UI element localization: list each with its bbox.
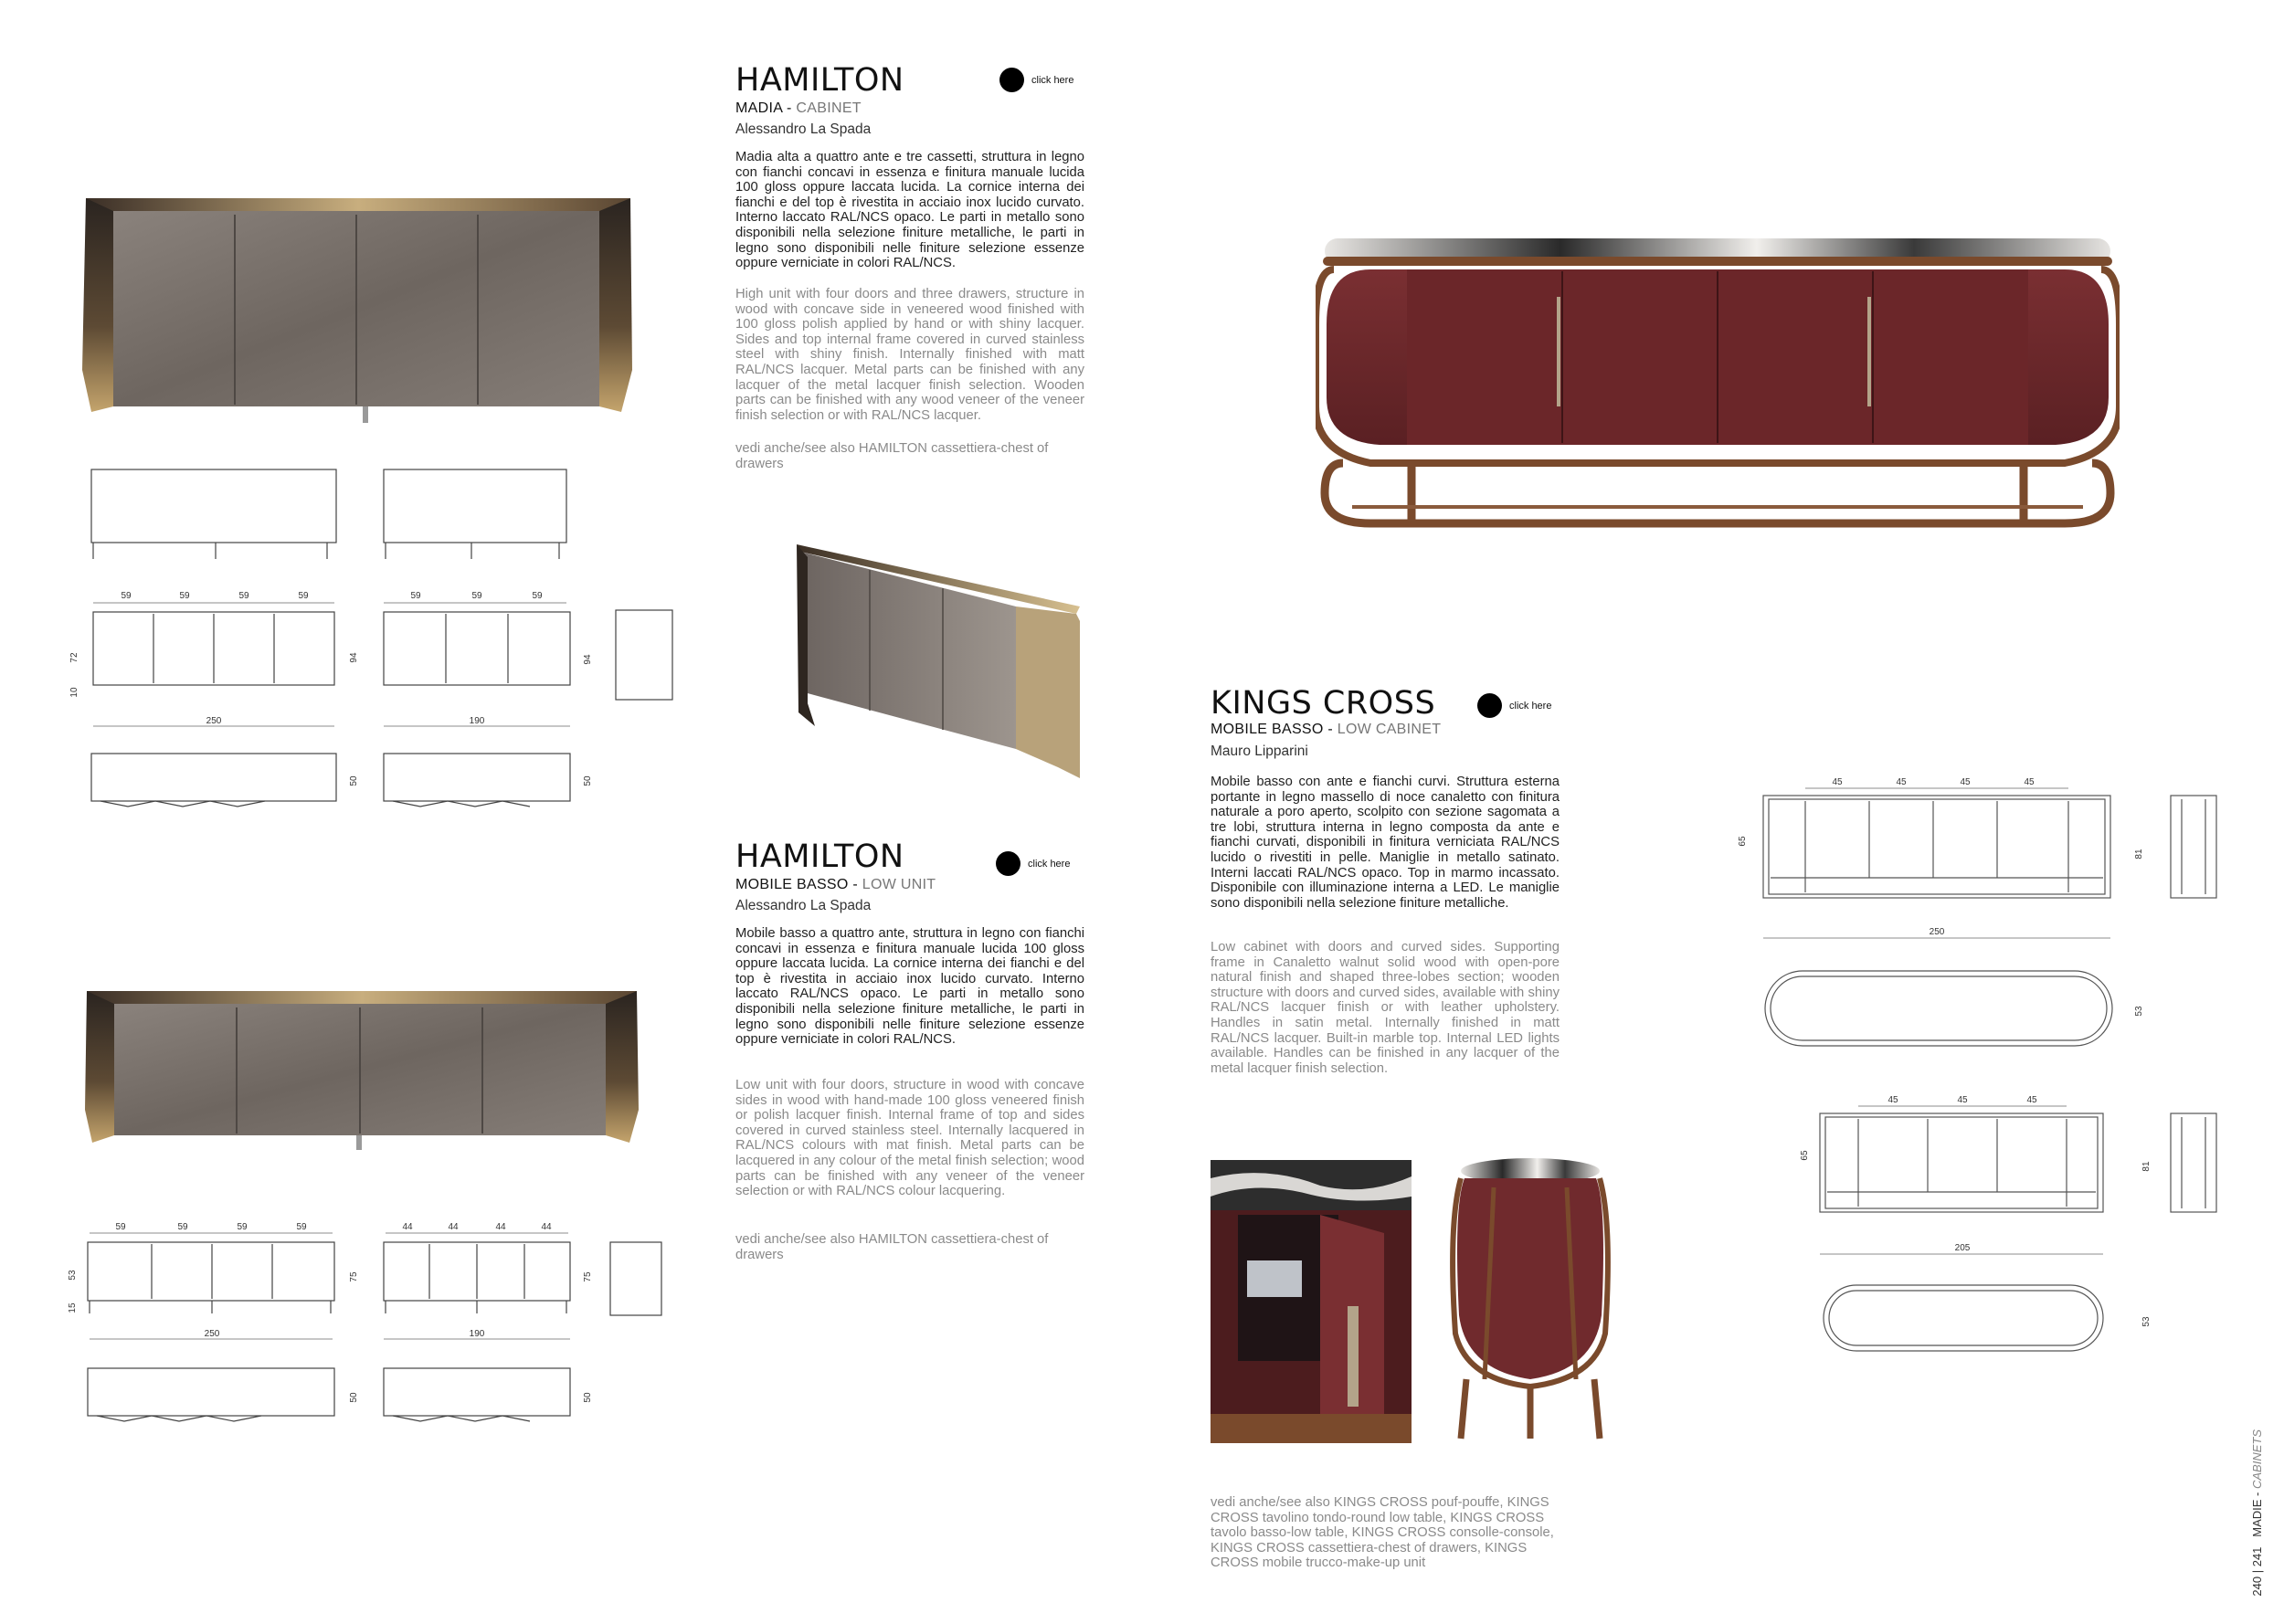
subtitle-it: MADIA - — [735, 100, 797, 116]
dim-label: 75 — [349, 1271, 359, 1282]
dim-label: 59 — [121, 591, 132, 601]
dim-label: 50 — [349, 1392, 359, 1403]
click-here-label: click here — [1028, 858, 1071, 870]
dim-label: 250 — [204, 1329, 220, 1339]
hamilton-cabinet-text-it: Madia alta a quattro ante e tre cassetti, struttura in legno con fianchi concavi in essenza e finitura manuale lucida 100 gloss oppure laccata lucida. La cornice interna dei fianchi e del top è rivestita in acciaio inox lucido curvato. Interno laccato RAL/NCS opaco. Le parti in metallo sono disponibili nella selezione finiture metalliche, le parti in legno sono disponibili nelle finiture selezione essenze oppure verniciate in colori RAL/NCS. — [735, 150, 1084, 271]
page-footer — [2250, 1429, 2264, 1597]
dim-label: 59 — [238, 591, 249, 601]
dim-label: 65 — [1800, 1150, 1810, 1161]
click-here-label: click here — [1031, 74, 1074, 86]
hamilton-low-click-here[interactable] — [996, 851, 1070, 876]
kings-cross-author: Mauro Lipparini — [1211, 743, 1308, 759]
dim-label: 44 — [541, 1222, 552, 1232]
hamilton-low-text-it: Mobile basso a quattro ante, struttura in legno con fianchi concavi in essenza e finitura manuale lucida 100 gloss oppure laccata lucida. La cornice interna dei fianchi e del top è rivestita in acciaio inox lucido curvato. Interno laccato RAL/NCS opaco. Le parti in metallo sono disponibili nella selezione finiture metalliche, le parti in legno sono disponibili nelle finiture selezione essenze oppure verniciate in colori RAL/NCS. — [735, 926, 1084, 1048]
dim-label: 53 — [2141, 1316, 2152, 1327]
dim-label: 190 — [469, 1329, 485, 1339]
kings-cross-detail-photo — [1211, 1160, 1412, 1443]
dim-label: 45 — [1887, 1095, 1898, 1105]
dim-label: 59 — [237, 1222, 248, 1232]
hamilton-low-subtitle — [735, 877, 936, 893]
kings-cross-title: KINGS CROSS — [1211, 685, 1436, 722]
hamilton-low-title: HAMILTON — [735, 838, 904, 875]
hamilton-cabinet-drawings — [55, 457, 694, 822]
kings-cross-text-it: Mobile basso con ante e fianchi curvi. Struttura esterna portante in legno massello di noce canaletto con finitura naturale a poro aperto, scolpito con sezione sagomata a tre lobi, struttura interna in legno composta da ante e fianchi curvati, disponibili in finitura verniciata RAL/NCS lucido o rivestiti in pelle. Maniglie in metallo satinato. Interni laccati RAL/NCS opaco. Top in marmo incassato. Disponibile con illuminazione interna a LED. Le maniglie sono disponibili nella selezione finiture metalliche. — [1211, 775, 1560, 911]
click-here-label: click here — [1509, 700, 1552, 712]
hamilton-cabinet-title: HAMILTON — [735, 62, 904, 99]
section-label: MADIE - — [2250, 1489, 2264, 1537]
kings-cross-text-en: Low cabinet with doors and curved sides. Supporting frame in Canaletto walnut solid wood with open-pore natural finish and shaped three-lobes section; wooden structure with doors and curved sides, available with shiny RAL/NCS lacquer finish or with leather upholstery. Handles in satin metal. Internally finished in matt RAL/NCS lacquer. Built-in marble top. Internal LED lights available. Handles can be finished in any lacquer of the metal lacquer finish selection. — [1211, 940, 1560, 1076]
circle-icon — [1477, 693, 1502, 718]
hamilton-low-see-also: vedi anche/see also HAMILTON cassettiera-chest of drawers — [735, 1232, 1049, 1262]
kings-cross-subtitle — [1211, 722, 1441, 738]
dim-label: 94 — [349, 652, 359, 663]
hamilton-low-drawings — [55, 1215, 694, 1434]
dim-label: 53 — [68, 1270, 78, 1281]
dim-label: 50 — [349, 775, 359, 786]
hamilton-cabinet-click-here[interactable] — [999, 68, 1073, 92]
dim-label: 44 — [495, 1222, 506, 1232]
dim-label: 59 — [179, 591, 190, 601]
kings-cross-side-photo — [1448, 1151, 1613, 1443]
hamilton-cabinet-subtitle — [735, 100, 862, 117]
dim-label: 250 — [1929, 927, 1945, 937]
dim-label: 59 — [298, 591, 309, 601]
subtitle-en: LOW CABINET — [1337, 722, 1442, 737]
dim-label: 45 — [1957, 1095, 1968, 1105]
dim-label: 53 — [2134, 1006, 2144, 1017]
circle-icon — [999, 68, 1024, 92]
dim-label: 45 — [1896, 777, 1907, 787]
hamilton-cabinet-text-en: High unit with four doors and three drawers, structure in wood with concave side in veneered wood finished with 100 gloss polish applied by hand or with shiny lacquer. Sides and top internal frame covered in curved stainless steel with shiny finish. Internally finished with matt RAL/NCS lacquer. Metal parts can be finished with any lacquer of the metal lacquer finish selection. Wooden parts can be finished with any wood veneer of the veneer finish selection or with RAL/NCS lacquer. — [735, 287, 1084, 423]
dim-label: 59 — [410, 591, 421, 601]
dim-label: 59 — [532, 591, 543, 601]
dim-label: 50 — [583, 775, 593, 786]
dim-label: 75 — [583, 1271, 593, 1282]
dim-label: 10 — [69, 687, 79, 698]
dim-label: 205 — [1954, 1243, 1971, 1253]
dim-label: 72 — [69, 652, 79, 663]
hamilton-low-text-en: Low unit with four doors, structure in wood with concave sides in wood with hand-made 100 gloss veneered finish or polish lacquer finish. Internal frame of top and sides covered in curved stainless steel. Internally lacquered in RAL/NCS colours with mat finish. Metal parts can be lacquered in any colour of the metal finish selection; wood parts can be finished with any veneer of the veneer selection or with RAL/NCS colour lacquering. — [735, 1078, 1084, 1199]
kings-cross-see-also: vedi anche/see also KINGS CROSS pouf-pouffe, KINGS CROSS tavolino tondo-round low table, KINGS CROSS tavolo basso-low table, KINGS CROSS consolle-console, KINGS CROSS cassettiera-chest of drawers, KINGS CROSS mobile trucco-make-up unit — [1211, 1495, 1554, 1571]
dim-label: 59 — [471, 591, 482, 601]
dim-label: 44 — [448, 1222, 459, 1232]
dim-label: 45 — [1960, 777, 1971, 787]
dim-label: 50 — [583, 1392, 593, 1403]
hamilton-cabinet-author: Alessandro La Spada — [735, 121, 872, 137]
dim-label: 59 — [115, 1222, 126, 1232]
subtitle-en: LOW UNIT — [862, 877, 936, 892]
hamilton-cabinet-photo — [73, 187, 640, 429]
dim-label: 81 — [2134, 849, 2144, 859]
page-numbers: 240 | 241 — [2250, 1546, 2264, 1597]
dim-label: 45 — [2024, 777, 2035, 787]
dim-label: 59 — [177, 1222, 188, 1232]
dim-label: 45 — [2026, 1095, 2037, 1105]
hamilton-low-photo — [78, 982, 640, 1155]
dim-label: 190 — [469, 716, 485, 726]
subtitle-en: CABINET — [796, 100, 862, 116]
dim-label: 65 — [1738, 836, 1748, 847]
kings-cross-drawings-1 — [1718, 772, 2247, 1064]
dim-label: 81 — [2141, 1161, 2152, 1172]
hamilton-cabinet-see-also: vedi anche/see also HAMILTON cassettiera-chest of drawers — [735, 441, 1049, 471]
kings-cross-drawings-2 — [1791, 1082, 2247, 1356]
dim-label: 250 — [206, 716, 222, 726]
circle-icon — [996, 851, 1020, 876]
kings-cross-main-photo — [1316, 233, 2120, 534]
dim-label: 59 — [296, 1222, 307, 1232]
kings-cross-click-here[interactable] — [1477, 693, 1551, 718]
dim-label: 44 — [402, 1222, 413, 1232]
dim-label: 94 — [583, 654, 593, 665]
dim-label: 15 — [68, 1302, 78, 1313]
hamilton-low-author: Alessandro La Spada — [735, 898, 872, 913]
subtitle-it: MOBILE BASSO - — [1211, 722, 1338, 737]
hamilton-perspective-photo — [788, 539, 1089, 786]
section-label-en: CABINETS — [2250, 1429, 2264, 1490]
subtitle-it: MOBILE BASSO - — [735, 877, 862, 892]
dim-label: 45 — [1832, 777, 1843, 787]
